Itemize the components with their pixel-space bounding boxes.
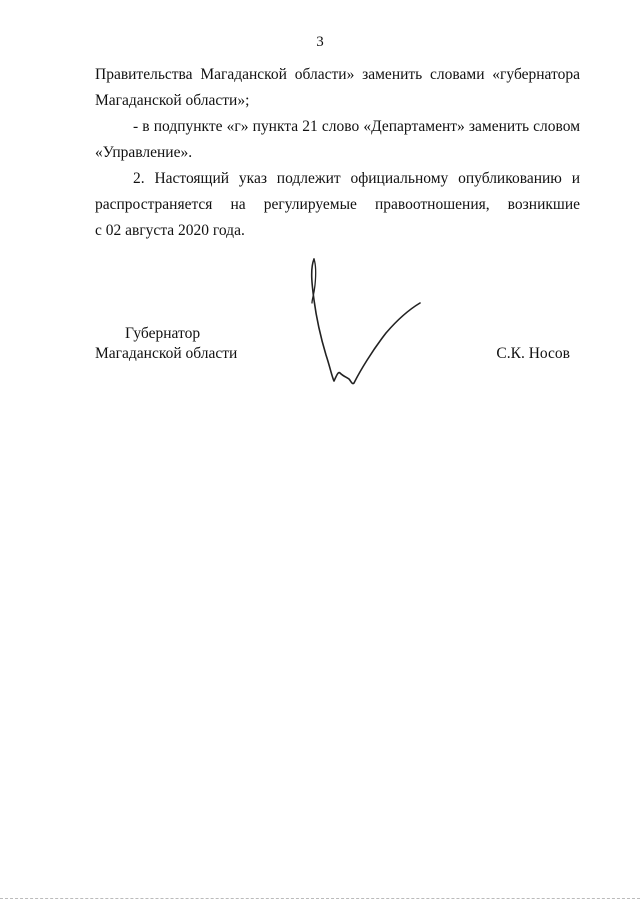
signatory-title-region: Магаданской области (95, 345, 238, 362)
paragraph-line: Правительства Магаданской области» заменить словами «губернатора (95, 66, 580, 83)
signature-block (95, 325, 580, 385)
signatory-name: С.К. Носов (496, 345, 570, 362)
paragraph-line: «Управление». (95, 144, 193, 161)
footer-rule (0, 898, 640, 900)
paragraph-line: 2. Настоящий указ подлежит официальному опубликованию и (133, 170, 580, 187)
document-body (95, 62, 580, 244)
paragraph-line: с 02 августа 2020 года. (95, 222, 245, 239)
signatory-title: Губернатор (125, 325, 201, 342)
paragraph-line: Магаданской области»; (95, 92, 250, 109)
paragraph-line: - в подпункте «г» пункта 21 слово «Департамент» заменить словом (133, 118, 580, 135)
page-number: 3 (316, 34, 324, 50)
paragraph-line: распространяется на регулируемые правоотношения, возникшие (95, 196, 580, 213)
